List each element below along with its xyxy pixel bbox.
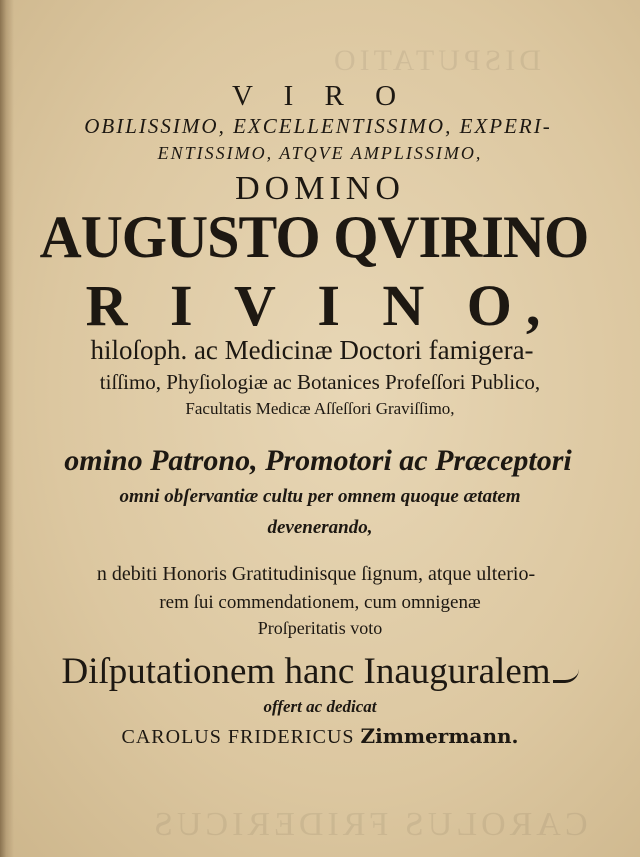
honoree-first-names: AUGUSTO QVIRINO [39, 204, 589, 270]
honoree-surname: R I V I N O, [85, 273, 555, 338]
honoree-title-line-3: Facultatis Medicæ Aſſeſſori Graviſſimo, [185, 399, 455, 418]
disputation-text: Diſputationem hanc Inauguralem [61, 651, 551, 692]
gratitude-line-2: rem ſui commendationem, cum omnigenæ [159, 592, 481, 613]
patron-line: omino Patrono, Promotori ac Præceptori [64, 444, 572, 477]
offert-line: offert ac dedicat [263, 697, 377, 716]
dedication-titles-line-1: OBILISSIMO, EXCELLENTISSIMO, EXPERI- [84, 114, 552, 138]
dedication-domino: DOMINO [235, 170, 405, 207]
flourish-ornament [553, 668, 579, 683]
disputation-line [0, 650, 640, 693]
observance-line: omni obſervantiæ cultu per omnem quoque ætatem [119, 486, 521, 507]
gratitude-line-1: n debiti Honoris Gratitudinisque ſignum, atque ulterio- [96, 563, 536, 585]
honoree-title-line-2: tiſſimo, Phyſiologiæ ac Botanices Profeſſori Publico, [99, 370, 541, 394]
honoree-title-line-1: hiloſoph. ac Medicinæ Doctori famigera- [90, 335, 534, 365]
dedication-viro: V I R O [231, 80, 409, 112]
devenerando-line: devenerando, [267, 517, 373, 538]
gratitude-line-3: Proſperitatis voto [257, 618, 383, 638]
author-line [0, 724, 640, 749]
author-names: CAROLUS FRIDERICUS [121, 726, 355, 748]
bleed-through-text: DISPUTATIO [330, 44, 541, 77]
author-surname: Zimmermann. [360, 724, 519, 748]
bleed-through-text: CAROLUS FRIDERICUS [150, 806, 588, 843]
dedication-titles-line-2: ENTISSIMO, ATQVE AMPLISSIMO, [157, 143, 483, 163]
